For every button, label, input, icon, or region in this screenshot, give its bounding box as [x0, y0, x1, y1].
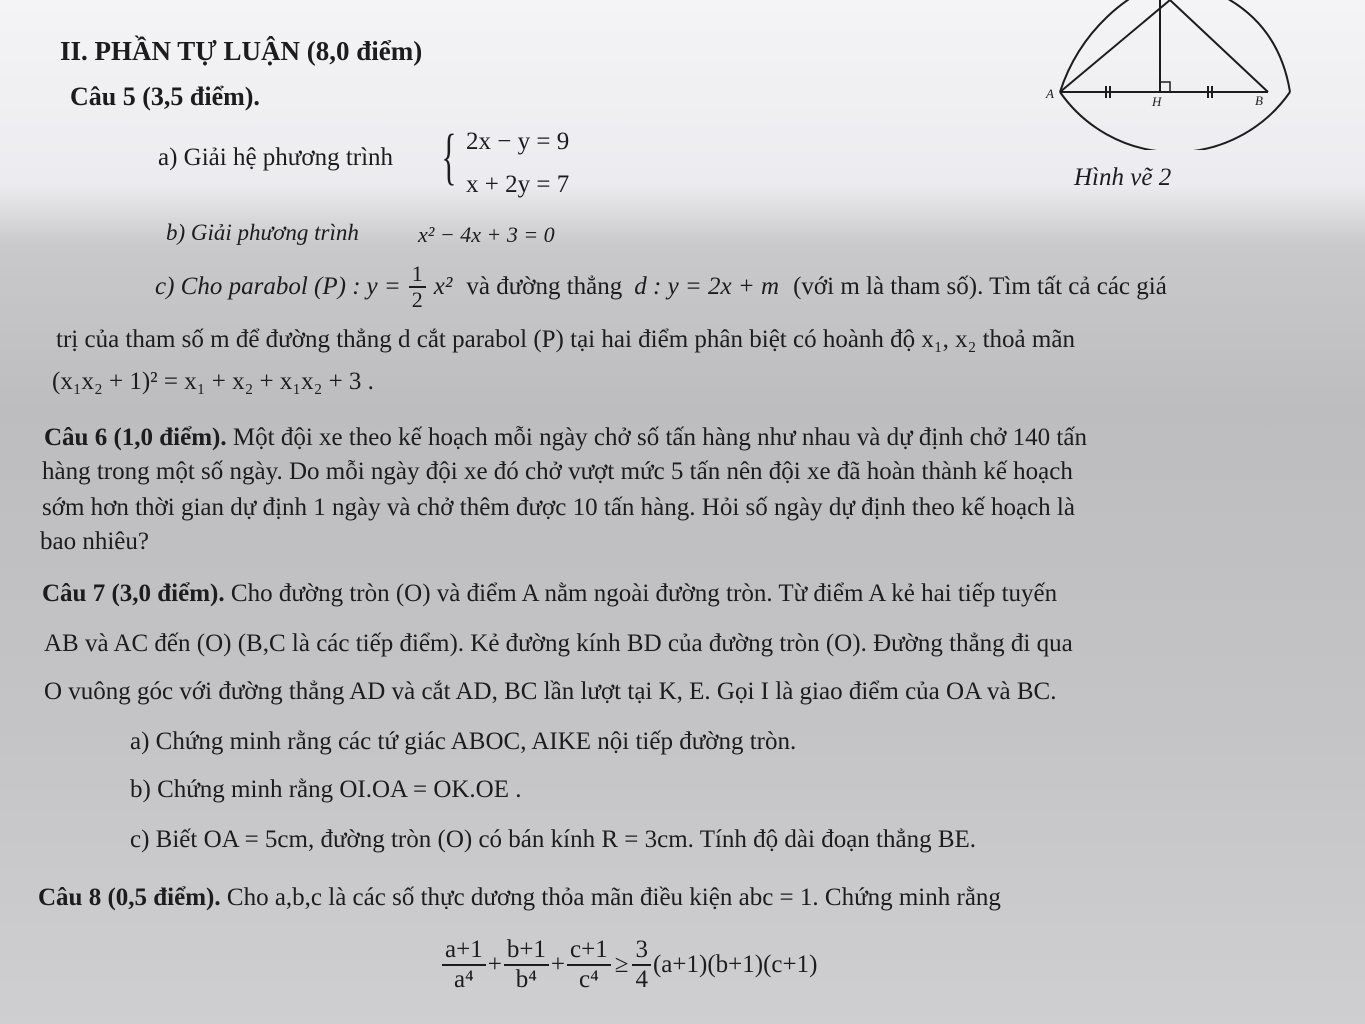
q8-ineq-sign: ≥ — [614, 950, 629, 978]
q5c-text-2: và đường thẳng — [466, 273, 623, 301]
q8-tail: (a+1)(b+1)(c+1) — [652, 950, 818, 978]
q7-text-1: Cho đường tròn (O) và điểm A nằm ngoài đường tròn. Từ điểm A kẻ hai tiếp tuyến — [230, 580, 1058, 607]
q7b: b) Chứng minh rằng OI.OA = OK.OE . — [130, 776, 522, 803]
q5a-label: a) Giải hệ phương trình — [158, 144, 394, 171]
q8-frac-c-den: c⁴ — [578, 965, 599, 993]
q8-frac-b-den: b⁴ — [515, 965, 537, 993]
q8-frac-coef-den: 4 — [635, 965, 648, 993]
q5c-frac-den: 2 — [411, 287, 423, 313]
q8-frac-a-num: a+1 — [442, 936, 486, 966]
q5a-eq2: x + 2y = 7 — [466, 171, 570, 198]
q5b-label: b) Giải phương trình — [166, 220, 359, 245]
side-ac — [1060, 0, 1170, 92]
q8-frac-a — [442, 936, 486, 993]
q8-line1 — [38, 884, 1001, 912]
q5-heading: Câu 5 (3,5 điểm). — [70, 82, 260, 111]
q7-line2: AB và AC đến (O) (B,C là các tiếp điểm). Kẻ đường kính BD của đường tròn (O). Đường thẳng đi qua — [44, 630, 1073, 657]
q5c-fraction — [409, 262, 426, 312]
q5c-frac-num: 1 — [409, 262, 426, 288]
q8-heading: Câu 8 (0,5 điểm). — [38, 884, 221, 911]
q7-heading: Câu 7 (3,0 điểm). — [42, 580, 225, 607]
q5a-eq1: 2x − y = 9 — [466, 128, 570, 155]
q5b-equation: x² − 4x + 3 = 0 — [418, 222, 555, 247]
q5c-line-eq: d : y = 2x + m — [634, 273, 780, 301]
q8-frac-b-num: b+1 — [504, 936, 549, 966]
figure-label-b: B — [1255, 93, 1263, 108]
q6-heading: Câu 6 (1,0 điểm). — [44, 424, 227, 451]
q8-frac-c-num: c+1 — [567, 936, 611, 966]
q5c-line3: (x₁x₂ + 1)² = x₁ + x₂ + x₁x₂ + 3 . — [52, 368, 374, 395]
section-title: II. PHẦN TỰ LUẬN (8,0 điểm) — [60, 36, 423, 66]
q5c-eq-rhs: x² — [433, 273, 453, 301]
q8-text-1: Cho a,b,c là các số thực dương thỏa mãn điều kiện abc = 1. Chứng minh rằng — [226, 884, 1001, 911]
side-bc — [1170, 0, 1268, 92]
q8-frac-c — [567, 936, 611, 993]
q5c-line1 — [155, 262, 1167, 312]
q8-frac-coef — [632, 936, 651, 993]
q5c-text-3: (với m là tham số). Tìm tất cả các giá — [793, 273, 1167, 301]
q5c-text-1: c) Cho parabol (P) : — [155, 273, 361, 301]
q8-frac-b — [504, 936, 549, 993]
q6-line3: sớm hơn thời gian dự định 1 ngày và chở thêm được 10 tấn hàng. Hỏi số ngày dự định theo kế hoạch là — [42, 494, 1075, 521]
q6-line2: hàng trong một số ngày. Do mỗi ngày đội xe đó chở vượt mức 5 tấn nên đội xe đã hoàn thành kế hoạch — [42, 458, 1073, 485]
system-brace: { — [441, 123, 457, 191]
q7-line3: O vuông góc với đường thẳng AD và cắt AD, BC lần lượt tại K, E. Gọi I là giao điểm của OA và BC. — [44, 678, 1057, 705]
q6-text-1: Một đội xe theo kế hoạch mỗi ngày chở số tấn hàng như nhau và dự định chở 140 tấn — [232, 424, 1087, 451]
figure-label-a: A — [1046, 86, 1054, 101]
q6-line1 — [44, 424, 1087, 452]
q7-line1 — [42, 580, 1057, 608]
q7c: c) Biết OA = 5cm, đường tròn (O) có bán kính R = 3cm. Tính độ dài đoạn thẳng BE. — [130, 826, 977, 853]
figure-circle-diagram — [1020, 0, 1365, 150]
q8-frac-a-den: a⁴ — [453, 965, 474, 993]
q8-frac-coef-num: 3 — [632, 936, 651, 966]
figure-caption: Hình vẽ 2 — [1074, 164, 1172, 191]
q5c-line2: trị của tham số m để đường thẳng d cắt parabol (P) tại hai điểm phân biệt có hoành độ x₁, x₂ thoả mãn — [56, 326, 1075, 353]
q7a: a) Chứng minh rằng các tứ giác ABOC, AIKE nội tiếp đường tròn. — [130, 728, 797, 755]
figure-label-h: H — [1152, 94, 1162, 109]
q5c-eq-lhs: y = — [366, 273, 401, 301]
q8-inequality: $\frac{a+1}{\text{a⁴}}$ + $\frac{b+1}{\text{b⁴}}$ + $\frac{c+1}{\text{c⁴}}$ ≥ $\frac{3}{4}$ (a+1)(b+1)(c+1) — [440, 936, 817, 993]
q6-line4: bao nhiêu? — [40, 528, 149, 555]
